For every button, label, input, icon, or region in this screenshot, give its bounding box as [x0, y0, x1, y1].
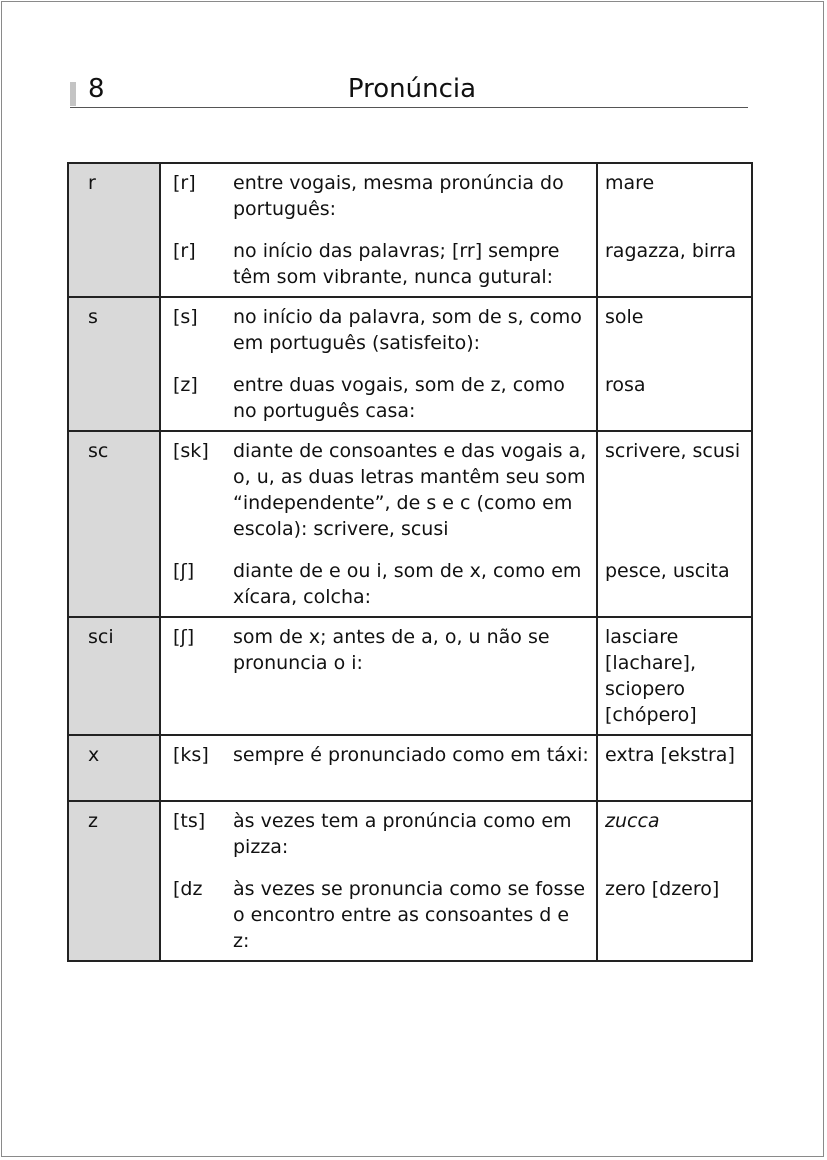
- example-text: zero [dzero]: [605, 878, 720, 900]
- examples-cell: [597, 801, 752, 961]
- pronunciation-table-body: [68, 163, 752, 961]
- examples-cell: [597, 163, 752, 297]
- rules-cell: [160, 163, 597, 297]
- examples-cell: [597, 617, 752, 735]
- pronunciation-rule: [173, 876, 590, 954]
- pronunciation-rule: [173, 170, 590, 222]
- pronunciation-rule: [173, 558, 590, 610]
- rule-description: entre duas vogais, som de z, como no português casa:: [233, 374, 565, 422]
- table-row: [68, 297, 752, 431]
- pronunciation-rule: [173, 372, 590, 424]
- rules-cell: [160, 297, 597, 431]
- pronunciation-rule: [173, 304, 590, 356]
- example-text: scrivere, scusi: [605, 440, 741, 462]
- letter-cell: sci: [68, 617, 160, 735]
- phonetic-symbol: [dz: [173, 878, 203, 900]
- pronunciation-table: [67, 162, 753, 962]
- rule-description: som de x; antes de a, o, u não se pronuncia o i:: [233, 626, 550, 674]
- rule-description: entre vogais, mesma pronúncia do português:: [233, 172, 564, 220]
- examples-cell: [597, 297, 752, 431]
- letter-cell: sc: [68, 431, 160, 617]
- pronunciation-rule: [173, 808, 590, 860]
- rule-description: diante de consoantes e das vogais a, o, u, as duas letras mantêm seu som “independente”, de s e c (como em escola): scrivere, scusi: [233, 440, 587, 540]
- letter-cell: z: [68, 801, 160, 961]
- phonetic-symbol: [z]: [173, 374, 198, 396]
- page-title: Pronúncia: [347, 74, 477, 104]
- phonetic-symbol: [r]: [173, 172, 196, 194]
- page-number: 8: [88, 74, 105, 104]
- table-row: [68, 617, 752, 735]
- example-text: extra [ekstra]: [605, 744, 735, 766]
- rules-cell: [160, 617, 597, 735]
- example-text: rosa: [605, 374, 646, 396]
- example-text: lasciare [lachare], sciopero [chópero]: [605, 626, 697, 726]
- phonetic-symbol: [s]: [173, 306, 198, 328]
- phonetic-symbol: [ʃ]: [173, 560, 195, 582]
- pronunciation-rule: [173, 238, 590, 290]
- pronunciation-rule: [173, 624, 590, 676]
- phonetic-symbol: [ks]: [173, 744, 209, 766]
- rule-description: diante de e ou i, som de x, como em xícara, colcha:: [233, 560, 582, 608]
- letter-cell: s: [68, 297, 160, 431]
- rule-description: sempre é pronunciado como em táxi:: [233, 744, 589, 766]
- rule-description: no início das palavras; [rr] sempre têm som vibrante, nunca gutural:: [233, 240, 560, 288]
- example-text: pesce, uscita: [605, 560, 730, 582]
- example-text: zucca: [605, 810, 660, 832]
- letter-cell: r: [68, 163, 160, 297]
- rules-cell: [160, 431, 597, 617]
- header-accent-bar: [70, 82, 76, 106]
- rules-cell: [160, 801, 597, 961]
- rules-cell: [160, 735, 597, 801]
- table-row: [68, 163, 752, 297]
- pronunciation-rule: [173, 438, 590, 542]
- table-row: [68, 431, 752, 617]
- examples-cell: [597, 735, 752, 801]
- example-text: sole: [605, 306, 644, 328]
- example-text: mare: [605, 172, 655, 194]
- rule-description: às vezes se pronuncia como se fosse o encontro entre as consoantes d e z:: [233, 878, 586, 952]
- phonetic-symbol: [ʃ]: [173, 626, 195, 648]
- pronunciation-rule: [173, 742, 590, 768]
- header-rule: [70, 107, 748, 108]
- rule-description: no início da palavra, som de s, como em português (satisfeito):: [233, 306, 582, 354]
- phonetic-symbol: [r]: [173, 240, 196, 262]
- rule-description: às vezes tem a pronúncia como em pizza:: [233, 810, 572, 858]
- letter-cell: x: [68, 735, 160, 801]
- examples-cell: [597, 431, 752, 617]
- table-row: [68, 735, 752, 801]
- example-text: ragazza, birra: [605, 240, 737, 262]
- table-row: [68, 801, 752, 961]
- phonetic-symbol: [sk]: [173, 440, 209, 462]
- phonetic-symbol: [ts]: [173, 810, 206, 832]
